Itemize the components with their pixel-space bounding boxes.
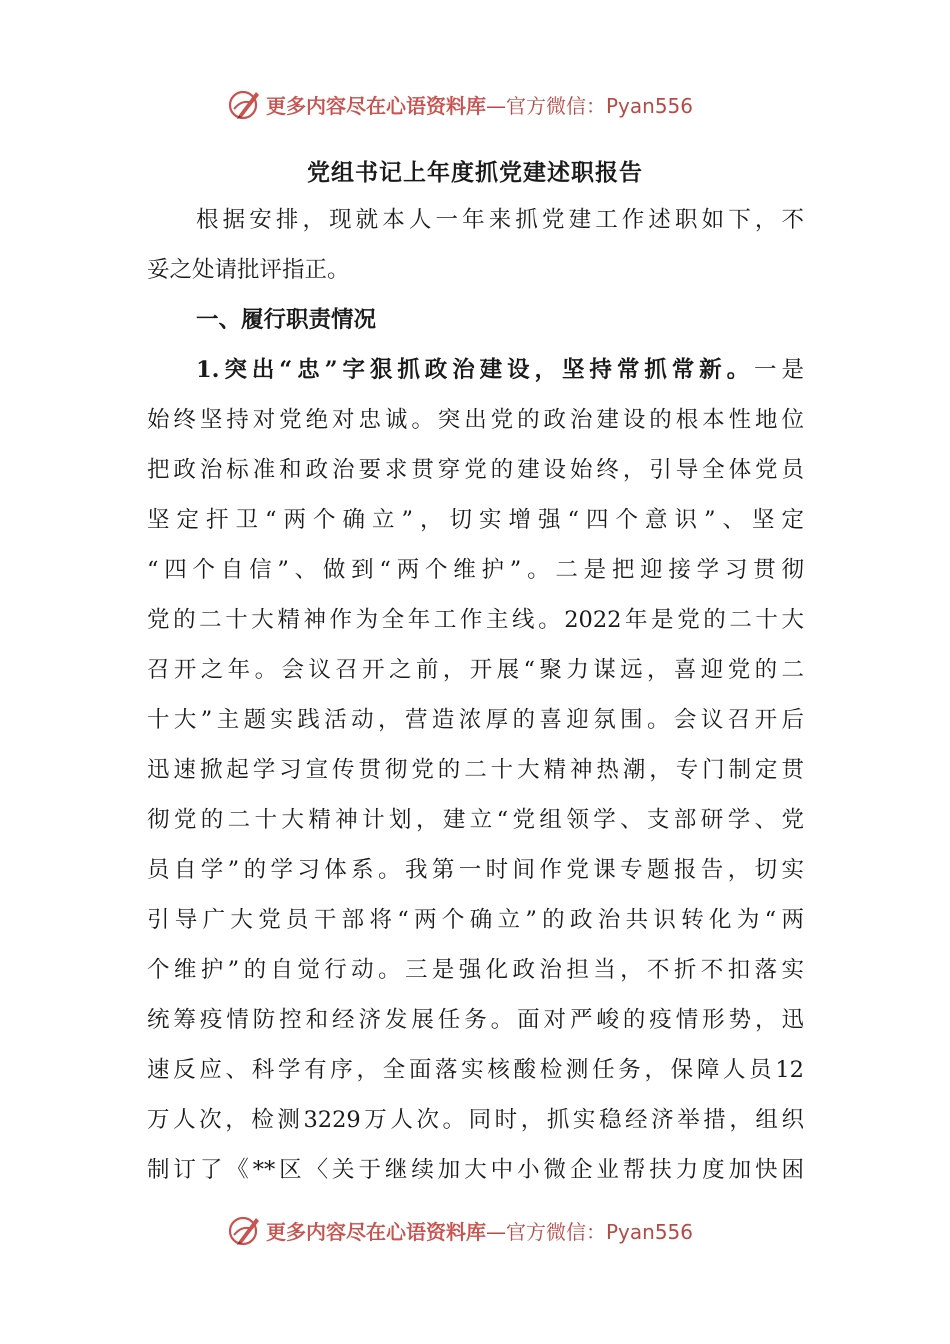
paragraph-line: 制订了《**区〈关于继续加大中小微企业帮扶力度加快困 bbox=[147, 1157, 804, 1183]
subsection-heading: 1.突出“忠”字狠抓政治建设，坚持常抓常新。 bbox=[196, 357, 755, 383]
paragraph-line bbox=[196, 353, 804, 387]
paragraph-line: 召开之年。会议召开之前，开展“聚力谋远，喜迎党的二 bbox=[147, 657, 804, 683]
watermark-banner-bottom bbox=[228, 1212, 693, 1248]
paragraph-line: 速反应、科学有序，全面落实核酸检测任务，保障人员12 bbox=[147, 1057, 804, 1083]
paragraph-line: 员自学”的学习体系。我第一时间作党课专题报告，切实 bbox=[147, 857, 804, 883]
paragraph-line: 始终坚持对党绝对忠诚。突出党的政治建设的根本性地位 bbox=[147, 407, 804, 433]
paragraph-line: 坚定扞卫“两个确立”，切实增强“四个意识”、坚定 bbox=[147, 507, 804, 533]
paragraph-line: 引导广大党员干部将“两个确立”的政治共识转化为“两 bbox=[147, 907, 804, 933]
paragraph-line: “四个自信”、做到“两个维护”。二是把迎接学习贯彻 bbox=[147, 557, 804, 583]
section-heading: 一、履行职责情况 bbox=[196, 307, 377, 333]
pen-logo-icon bbox=[228, 87, 262, 121]
watermark-banner-top bbox=[228, 86, 693, 122]
paragraph-line: 迅速掀起学习宣传贯彻党的二十大精神热潮，专门制定贯 bbox=[147, 757, 804, 783]
paragraph-line: 统筹疫情防控和经济发展任务。面对严峻的疫情形势，迅 bbox=[147, 1007, 804, 1033]
paragraph-line: 把政治标准和政治要求贯穿党的建设始终，引导全体党员 bbox=[147, 457, 804, 483]
watermark-promo-text: 更多内容尽在心语资料库 bbox=[266, 1219, 486, 1244]
watermark-promo-text: 更多内容尽在心语资料库 bbox=[266, 93, 486, 118]
paragraph-line: 妥之处请批评指正。 bbox=[147, 257, 350, 283]
paragraph-line: 彻党的二十大精神计划，建立“党组领学、支部研学、党 bbox=[147, 807, 804, 833]
watermark-wechat-text: —官方微信：Pyan556 bbox=[486, 93, 694, 118]
watermark-wechat-text: —官方微信：Pyan556 bbox=[486, 1219, 694, 1244]
paragraph-line: 个维护”的自觉行动。三是强化政治担当，不折不扣落实 bbox=[147, 957, 804, 983]
paragraph-line: 根据安排，现就本人一年来抓党建工作述职如下，不 bbox=[196, 207, 804, 233]
paragraph-line: 党的二十大精神作为全年工作主线。2022年是党的二十大 bbox=[147, 607, 804, 633]
paragraph-line: 万人次，检测3229万人次。同时，抓实稳经济举措，组织 bbox=[147, 1107, 804, 1133]
paragraph-text: 一是 bbox=[754, 357, 804, 383]
pen-logo-icon bbox=[228, 1213, 262, 1247]
paragraph-line: 十大”主题实践活动，营造浓厚的喜迎氛围。会议召开后 bbox=[147, 707, 804, 733]
document-title: 党组书记上年度抓党建述职报告 bbox=[307, 159, 643, 186]
